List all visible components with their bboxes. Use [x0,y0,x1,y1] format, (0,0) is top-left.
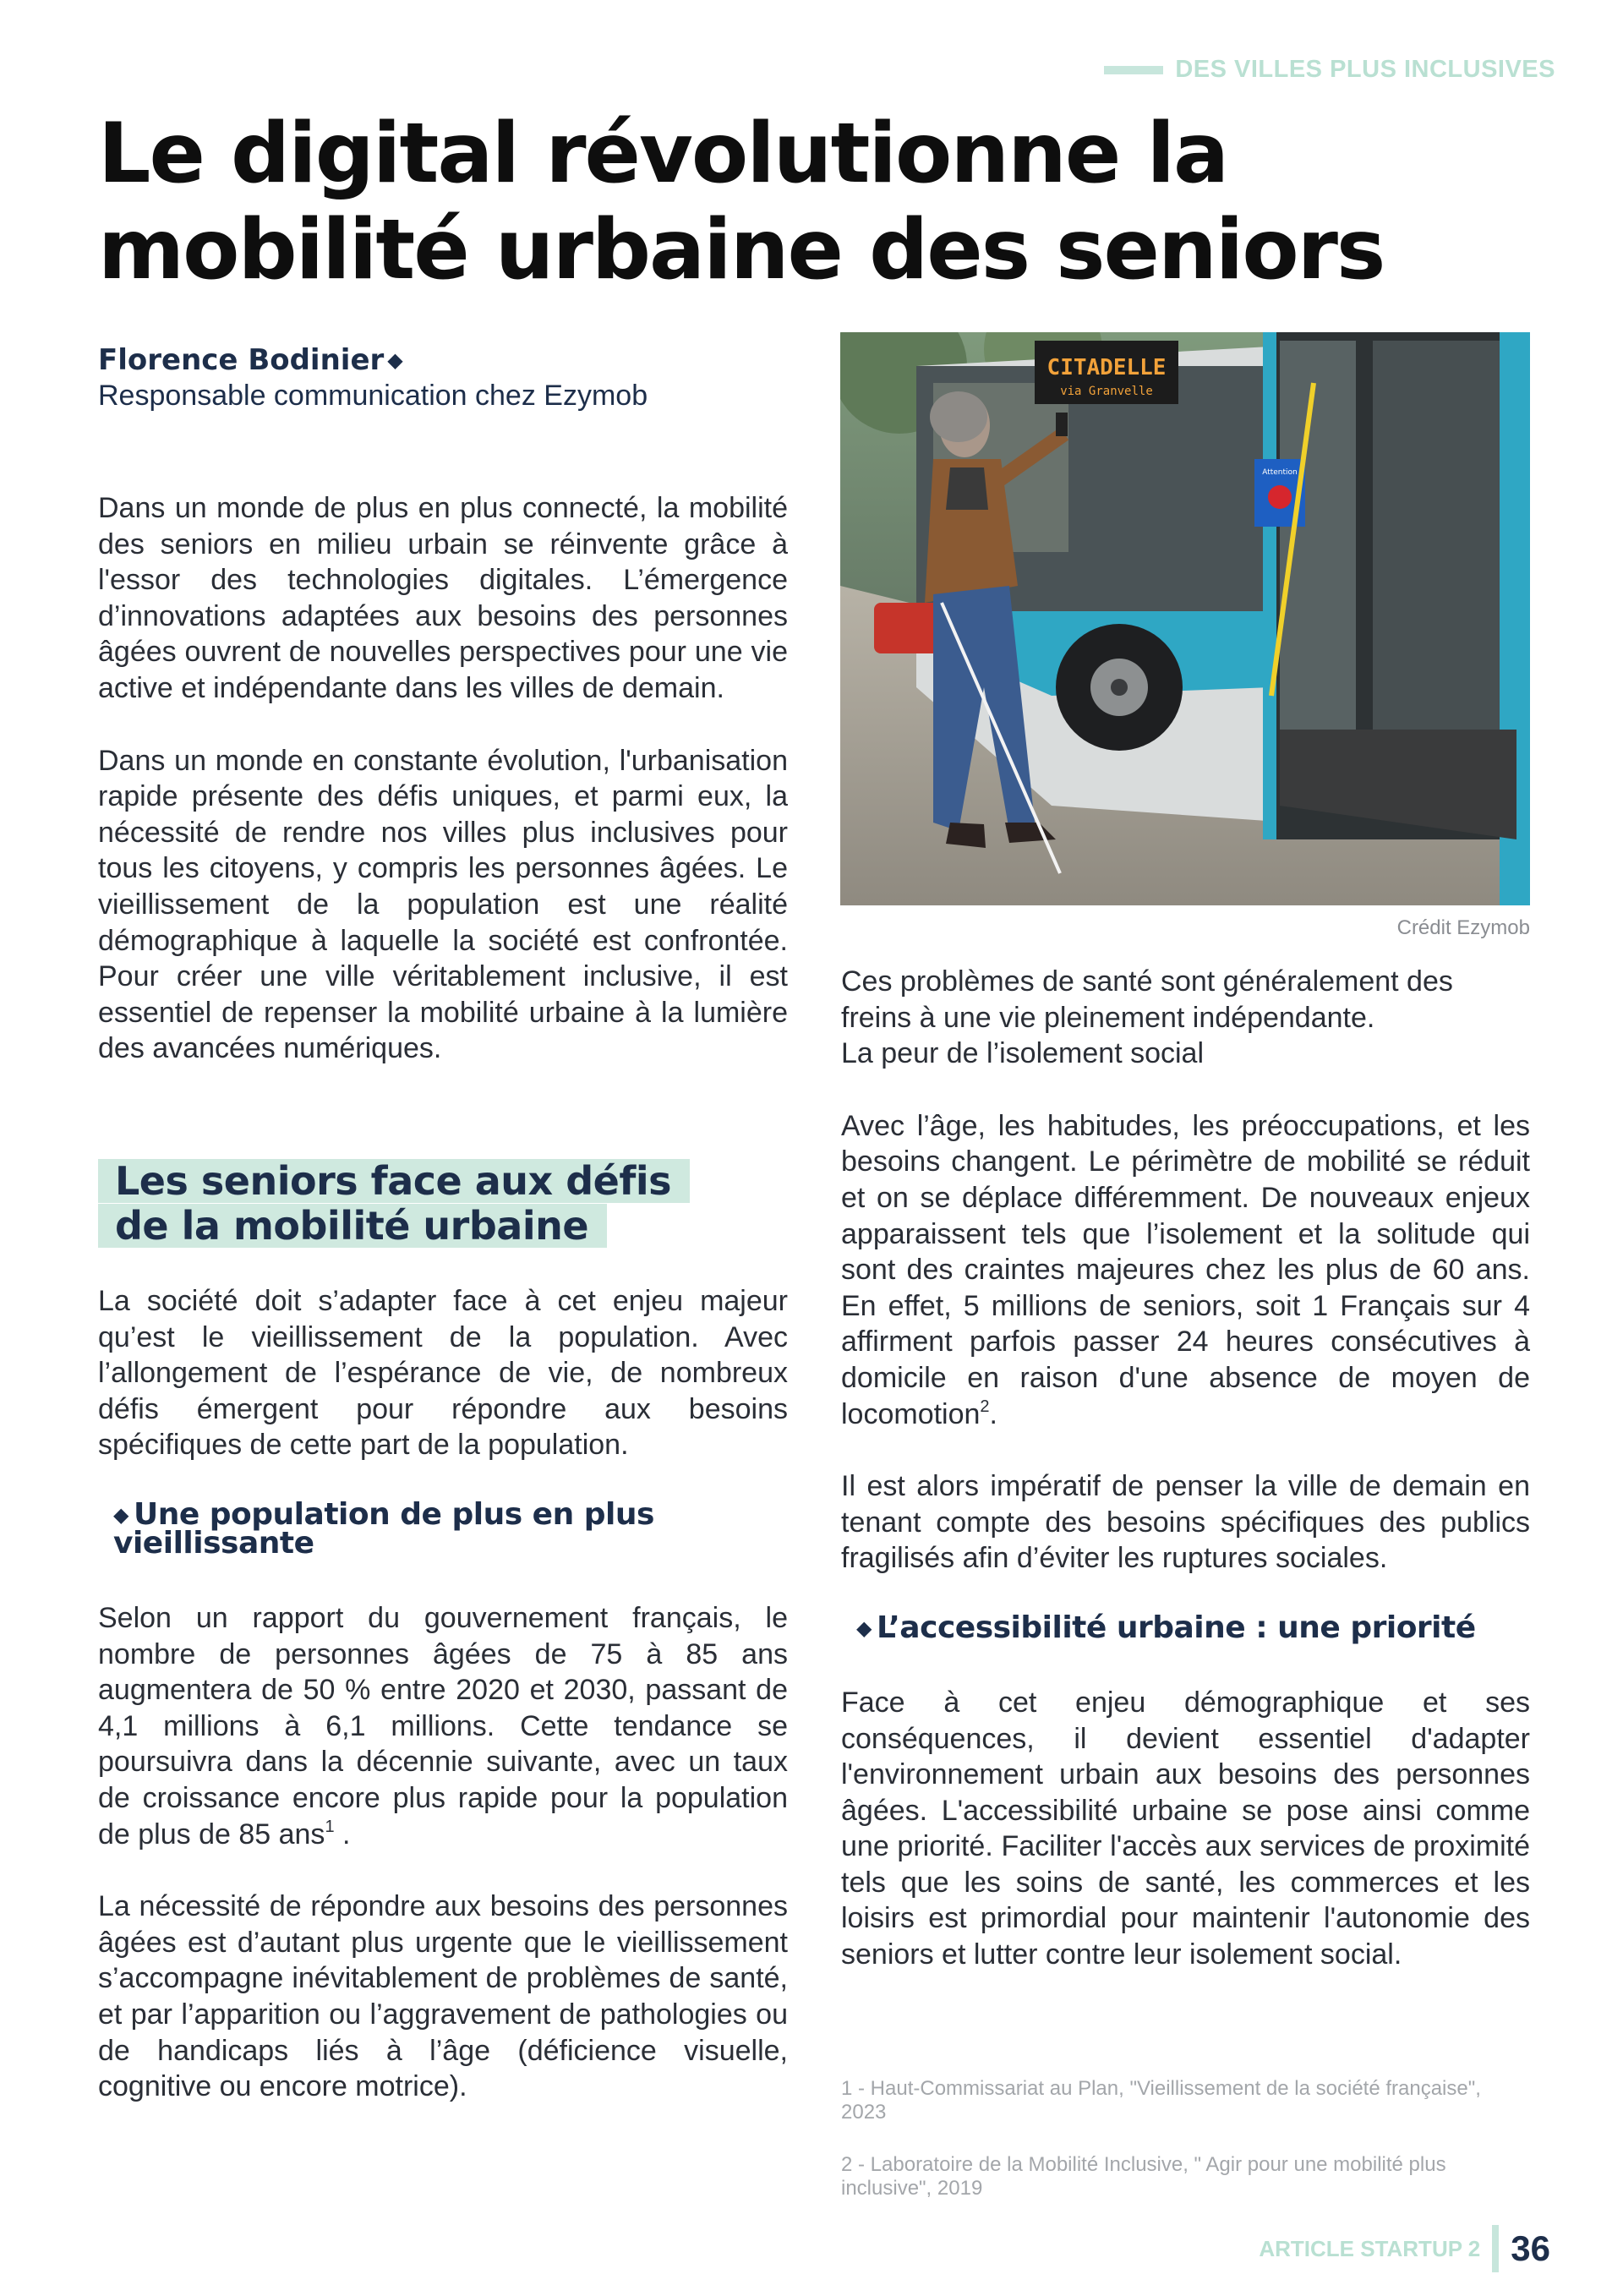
section-heading [98,1159,788,1248]
author-role: Responsable communication chez Ezymob [98,380,648,412]
section-heading-line-2: de la mobilité urbaine [98,1204,607,1248]
freins-paragraph: Ces problèmes de santé sont généralement des freins à une vie pleinement indépendante. [841,965,1453,1034]
imperatif-paragraph: Il est alors impératif de penser la ville de demain en tenant compte des besoins spécifiques des publics fragilisés afin d’éviter les ruptures sociales. [841,1470,1530,1575]
article-photo [840,332,1530,905]
footnote-ref-2: 2 [980,1397,990,1416]
bus-sign-subtext: via Granvelle [1060,385,1153,398]
report-paragraph: Selon un rapport du gouvernement français, le nombre de personnes âgées de 75 à 85 ans augmentera de 50 % entre 2020 et 2030, passant de 4,1 millions à 6,1 millions. Cette tendance se poursuivra dans la décennie suivante, avec un taux de croissance encore plus rapide pour la population de plus de 85 ans$^1$ . [98,1602,788,1850]
photo-caption: Crédit Ezymob [1396,916,1530,939]
intro-paragraph-1: Dans un monde de plus en plus connecté, la mobilité des seniors en milieu urbain se réinvente grâce à l'essor des technologies digitales. L’émergence d’innovations adaptées aux besoins des personnes âgées ouvrent de nouvelles perspectives pour une vie active et indépendante dans les villes de demain. [98,492,788,704]
article-title: Le digital révolutionne la mobilité urbaine des seniors [98,106,1385,298]
diamond-icon: ◆ [856,1615,872,1640]
bus-sign-text: CITADELLE [1046,355,1167,380]
intro-paragraph-2: Dans un monde en constante évolution, l'urbanisation rapide présente des défis uniques, et parmi eux, la nécessité de rendre nos villes plus inclusives pour tous les citoyens, y compris les personnes âgées. Le vieillissement de la population est une réalité démographique à laquelle la société est confrontée. Pour créer une ville véritablement inclusive, il est essentiel de repenser la mobilité urbaine à la lumière des avancées numériques. [98,744,788,1065]
page-footer [1259,2225,1550,2272]
left-column [98,342,788,2105]
footnote-ref-1: 1 [325,1817,335,1836]
page-number: 36 [1511,2228,1550,2268]
subheading-aging-population: ◆ Une population de plus en plus vieillissante [113,1497,654,1561]
footnote-2: 2 - Laboratoire de la Mobilité Inclusive, " Agir pour une mobilité plus inclusive", 2019 [841,2153,1446,2200]
footnote-1: 1 - Haut-Commissariat au Plan, "Vieillissement de la société française", 2023 [841,2077,1481,2124]
age-paragraph: Avec l’âge, les habitudes, les préoccupations, et les besoins changent. Le périmètre de mobilité se réduit et on se déplace différemment. De nouveaux enjeux apparaissent tels que l’isolement et la solitude qui sont des craintes majeures chez les plus de 60 ans. En effet, 5 millions de seniors, soit 1 Français sur 4 affirment parfois passer 24 heures consécutives à domicile en raison d'une absence de moyen de locomotion$^2$. [841,1109,1530,1430]
diamond-icon: ◆ [113,1503,128,1528]
bus-boarding-illustration [840,332,1530,905]
section-tag-bar [1104,66,1163,74]
footnotes [841,2077,1530,2229]
isolation-title: La peur de l’isolement social [841,1037,1205,1070]
section-tag [1104,56,1555,84]
footer-label: ARTICLE STARTUP 2 [1259,2235,1481,2261]
right-column [841,964,1530,1973]
author-name: Florence Bodinier ◆ [98,343,403,377]
subheading-accessibility: ◆ L’accessibilité urbaine : une priorité [856,1610,1476,1645]
diamond-icon: ◆ [387,348,403,372]
section-label: DES VILLES PLUS INCLUSIVES [1175,56,1555,83]
section-heading-line-1: Les seniors face aux défis [98,1159,690,1203]
footer-divider [1492,2225,1499,2272]
access-paragraph: Face à cet enjeu démographique et ses conséquences, il devient essentiel d'adapter l'environnement urbain aux besoins des personnes âgées. L'accessibilité urbaine se pose ainsi comme une priorité. Faciliter l'accès aux services de proximité tels que les soins de santé, les commerces et les loisirs est primordial pour maintenir l'autonomie des seniors et lutter contre leur isolement social. [841,1686,1530,1971]
door-sticker-text: Attention [1262,468,1298,477]
health-paragraph: La nécessité de répondre aux besoins des personnes âgées est d’autant plus urgente que le vieillissement s’accompagne inévitablement de problèmes de santé, et par l’apparition ou l’aggravement de pathologies ou de handicaps liés à l’âge (déficience visuelle, cognitive ou encore motrice). [98,1890,788,2103]
society-paragraph: La société doit s’adapter face à cet enjeu majeur qu’est le vieillissement de la population. Avec l’allongement de l’espérance de vie, de nombreux défis émergent pour répondre aux besoins spécifiques de cette part de la population. [98,1285,788,1462]
